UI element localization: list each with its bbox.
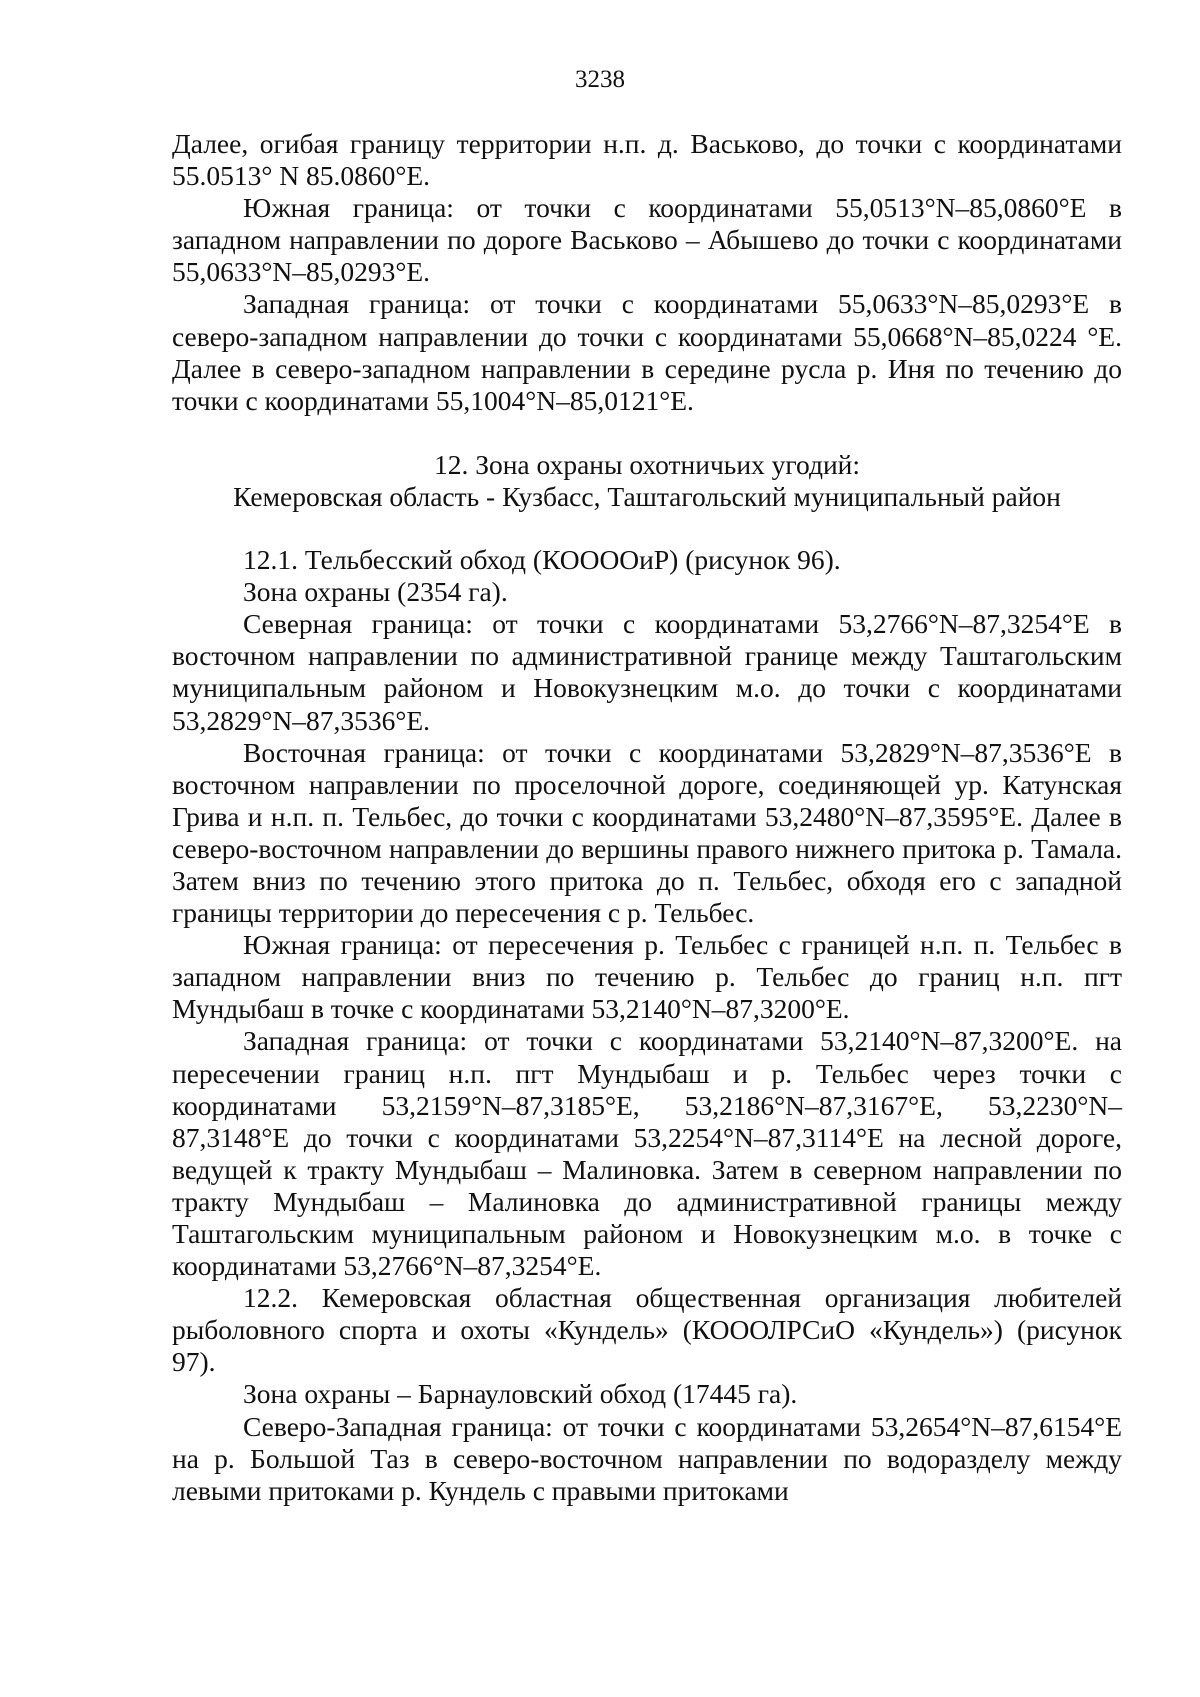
protection-zone-area-12-1: Зона охраны (2354 га). bbox=[243, 576, 508, 608]
paragraph-south-boundary-12-1: Южная граница: от пересечения р. Тельбес с границей н.п. п. Тельбес в западном направлении вниз по течению р. Тельбес до границ н.п. пгт Мундыбаш в точке с координатами 53,2140°N–87,3200°E. bbox=[172, 929, 1122, 1025]
section-heading-region: Кемеровская область - Кузбасс, Таштагольский муниципальный район bbox=[233, 480, 1061, 512]
paragraph-vaskovo-continuation: Далее, огибая границу территории н.п. д. Васьково, до точки с координатами 55.0513° N 85.0860°E. bbox=[172, 128, 1122, 192]
subsection-12-2-title: 12.2. Кемеровская областная общественная организация любителей рыболовного спорта и охоты «Кундель» (КОООЛРСиО «Кундель») (рисунок 97). bbox=[172, 1282, 1122, 1378]
section-heading-title: 12. Зона охраны охотничьих угодий: bbox=[433, 448, 861, 480]
paragraph-west-boundary-12-1: Западная граница: от точки с координатами 53,2140°N–87,3200°E. на пересечении границ н.п. пгт Мундыбаш и р. Тельбес через точки с координатами 53,2159°N–87,3185°E, 53,2186°N–87,3167°E, 53,2230°N–87,3148°E до точки с координатами 53,2254°N–87,3114°E на лесной дороге, ведущей к тракту Мундыбаш – Малиновка. Затем в северном направлении по тракту Мундыбаш – Малиновка до административной границы между Таштагольским муниципальным районом и Новокузнецким м.о. в точке с координатами 53,2766°N–87,3254°E. bbox=[172, 1025, 1122, 1282]
subsection-12-1-title: 12.1. Тельбесский обход (КООООиР) (рисунок 96). bbox=[243, 544, 841, 576]
protection-zone-area-12-2: Зона охраны – Барнауловский обход (17445 га). bbox=[243, 1378, 798, 1410]
page-number: 3238 bbox=[575, 66, 625, 93]
paragraph-northwest-boundary-12-2: Северо-Западная граница: от точки с координатами 53,2654°N–87,6154°E на р. Большой Таз в северо-восточном направлении по водоразделу между левыми притоками р. Кундель с правыми притоками bbox=[172, 1410, 1122, 1506]
paragraph-west-boundary-1: Западная граница: от точки с координатами 55,0633°N–85,0293°E в северо-западном направлении до точки с координатами 55,0668°N–85,0224 °E. Далее в северо-западном направлении в середине русла р. Иня по течению до точки с координатами 55,1004°N–85,0121°E. bbox=[172, 288, 1122, 416]
paragraph-south-boundary-1: Южная граница: от точки с координатами 55,0513°N–85,0860°E в западном направлении по дороге Васьково – Абышево до точки с координатами 55,0633°N–85,0293°E. bbox=[172, 192, 1122, 288]
document-body bbox=[172, 128, 1122, 1507]
paragraph-east-boundary-12-1: Восточная граница: от точки с координатами 53,2829°N–87,3536°E в восточном направлении по проселочной дороге, соединяющей ур. Катунская Грива и н.п. п. Тельбес, до точки с координатами 53,2480°N–87,3595°E. Далее в северо-восточном направлении до вершины правого нижнего притока р. Тамала. Затем вниз по течению этого притока до п. Тельбес, обходя его с западной границы территории до пересечения с р. Тельбес. bbox=[172, 736, 1122, 929]
paragraph-north-boundary-12-1: Северная граница: от точки с координатами 53,2766°N–87,3254°E в восточном направлении по административной границе между Таштагольским муниципальным районом и Новокузнецким м.о. до точки с координатами 53,2829°N–87,3536°E. bbox=[172, 608, 1122, 736]
